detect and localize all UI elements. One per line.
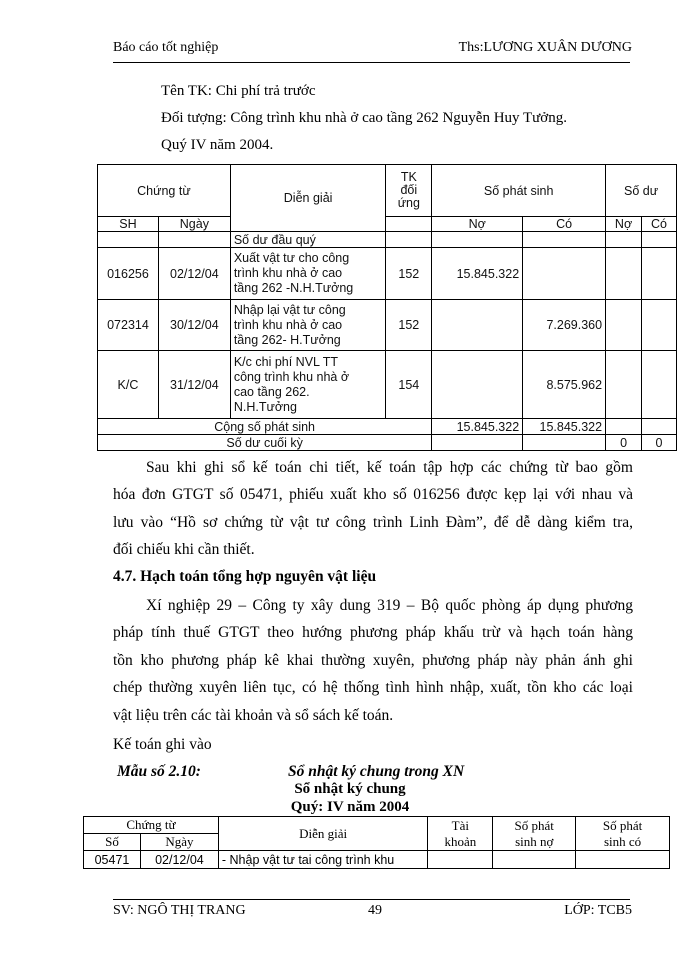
form-label: Mẫu số 2.10:: [117, 763, 201, 780]
journal-date-header: Ngày: [140, 834, 218, 851]
header-left: Báo cáo tốt nghiệp: [113, 40, 219, 55]
closing-line: Kế toán ghi vào: [113, 736, 212, 753]
page-number: 49: [368, 903, 382, 918]
row-sh: 072314: [98, 300, 159, 351]
journal-row-date: 02/12/04: [140, 851, 218, 869]
header-divider: [113, 62, 630, 63]
header-right: Ths:LƯƠNG XUÂN DƯƠNG: [458, 40, 632, 55]
row-credit: [523, 248, 606, 300]
journal-row-number: 05471: [84, 851, 141, 869]
journal-debit-header: Số phát sinh nợ: [493, 817, 576, 851]
section-title: 4.7. Hạch toán tổng hợp nguyên vật liệu: [113, 568, 377, 585]
journal-number-header: Số: [84, 834, 141, 851]
bal-credit-header: Có: [642, 217, 677, 232]
table-row: [98, 351, 677, 419]
journal-description-header: Diễn giải: [218, 817, 428, 851]
row-account: 152: [386, 300, 432, 351]
balance-header: Số dư: [606, 165, 677, 217]
table-row: [98, 232, 677, 248]
paragraph-2: Xí nghiệp 29 – Công ty xây dung 319 – Bộ quốc phòng áp dụng phương pháp tính thuế GTGT theo hướng phương pháp khấu trừ và hạch toán hàng tồn kho phương pháp kê khai thường xuyên, phương pháp này phản ánh ghi chép thường xuyên liên tục, có hệ thống tình hình nhập, xuất, tồn kho các loại vật liệu trên các tài khoản và sổ sách kế toán.: [113, 597, 633, 724]
closing-debit: 0: [606, 435, 642, 451]
row-sh: K/C: [98, 351, 159, 419]
account-period: Quý IV năm 2004.: [161, 137, 274, 153]
contra-account-subheader: [386, 217, 432, 232]
journal-credit-header: Số phát sinh có: [576, 817, 670, 851]
row-date: 02/12/04: [158, 248, 230, 300]
footer-class: LỚP: TCB5: [564, 903, 632, 918]
opening-balance-label: Số dư đầu quý: [230, 232, 386, 248]
description-header: Diễn giải: [230, 165, 386, 232]
table-row: [98, 300, 677, 351]
total-row: [98, 419, 677, 435]
row-credit: 8.575.962: [523, 351, 606, 419]
journal-row-credit: [576, 851, 670, 869]
form-italic-title: Sổ nhật ký chung trong XN: [288, 763, 465, 780]
total-label: Cộng số phát sinh: [98, 419, 432, 435]
row-account: 152: [386, 248, 432, 300]
row-debit: [432, 351, 523, 419]
total-credit: 15.845.322: [523, 419, 606, 435]
row-account: 154: [386, 351, 432, 419]
row-debit: 15.845.322: [432, 248, 523, 300]
closing-credit: 0: [642, 435, 677, 451]
ledger-table: [97, 164, 677, 451]
journal-row-account: [428, 851, 493, 869]
paragraph-1: Sau khi ghi sổ kế toán chi tiết, kế toán tập hợp các chứng từ bao gồm hóa đơn GTGT số 05471, phiếu xuất kho số 016256 được kẹp lại với nhau và lưu vào “Hồ sơ chứng từ vật tư công trình Linh Đàm”, để dễ dàng kiểm tra, đối chiếu khi cần thiết.: [113, 459, 633, 559]
footer-divider: [113, 899, 630, 900]
credit-header: Có: [523, 217, 606, 232]
closing-label: Số dư cuối kỳ: [98, 435, 432, 451]
table-row: [84, 851, 670, 869]
row-debit: [432, 300, 523, 351]
journal-table: [83, 816, 670, 869]
row-description: K/c chi phí NVL TT công trình khu nhà ở cao tầng 262. N.H.Tưởng: [230, 351, 386, 419]
row-sh: 016256: [98, 248, 159, 300]
voucher-header: Chứng từ: [98, 165, 231, 217]
total-debit: 15.845.322: [432, 419, 523, 435]
closing-row: [98, 435, 677, 451]
row-date: 30/12/04: [158, 300, 230, 351]
row-description: Xuất vật tư cho công trình khu nhà ở cao tầng 262 -N.H.Tưởng: [230, 248, 386, 300]
account-name: Tên TK: Chi phí trả trước: [161, 83, 316, 99]
debit-header: Nợ: [432, 217, 523, 232]
arising-header: Số phát sinh: [432, 165, 606, 217]
row-credit: 7.269.360: [523, 300, 606, 351]
form-period: Quý: IV năm 2004: [290, 799, 410, 815]
row-description: Nhập lại vật tư công trình khu nhà ở cao tầng 262- H.Tưởng: [230, 300, 386, 351]
form-title: Sổ nhật ký chung: [294, 781, 406, 797]
journal-row-debit: [493, 851, 576, 869]
journal-row-description: - Nhập vật tư tai công trình khu: [218, 851, 428, 869]
journal-account-header: Tài khoản: [428, 817, 493, 851]
bal-debit-header: Nợ: [606, 217, 642, 232]
journal-voucher-header: Chứng từ: [84, 817, 219, 834]
sh-header: SH: [98, 217, 159, 232]
account-object: Đối tượng: Công trình khu nhà ở cao tầng 262 Nguyễn Huy Tưởng.: [161, 110, 567, 126]
date-header: Ngày: [158, 217, 230, 232]
row-date: 31/12/04: [158, 351, 230, 419]
footer-student: SV: NGÔ THỊ TRANG: [113, 903, 246, 918]
contra-account-header: TK đối ứng: [386, 165, 432, 217]
table-row: [98, 248, 677, 300]
